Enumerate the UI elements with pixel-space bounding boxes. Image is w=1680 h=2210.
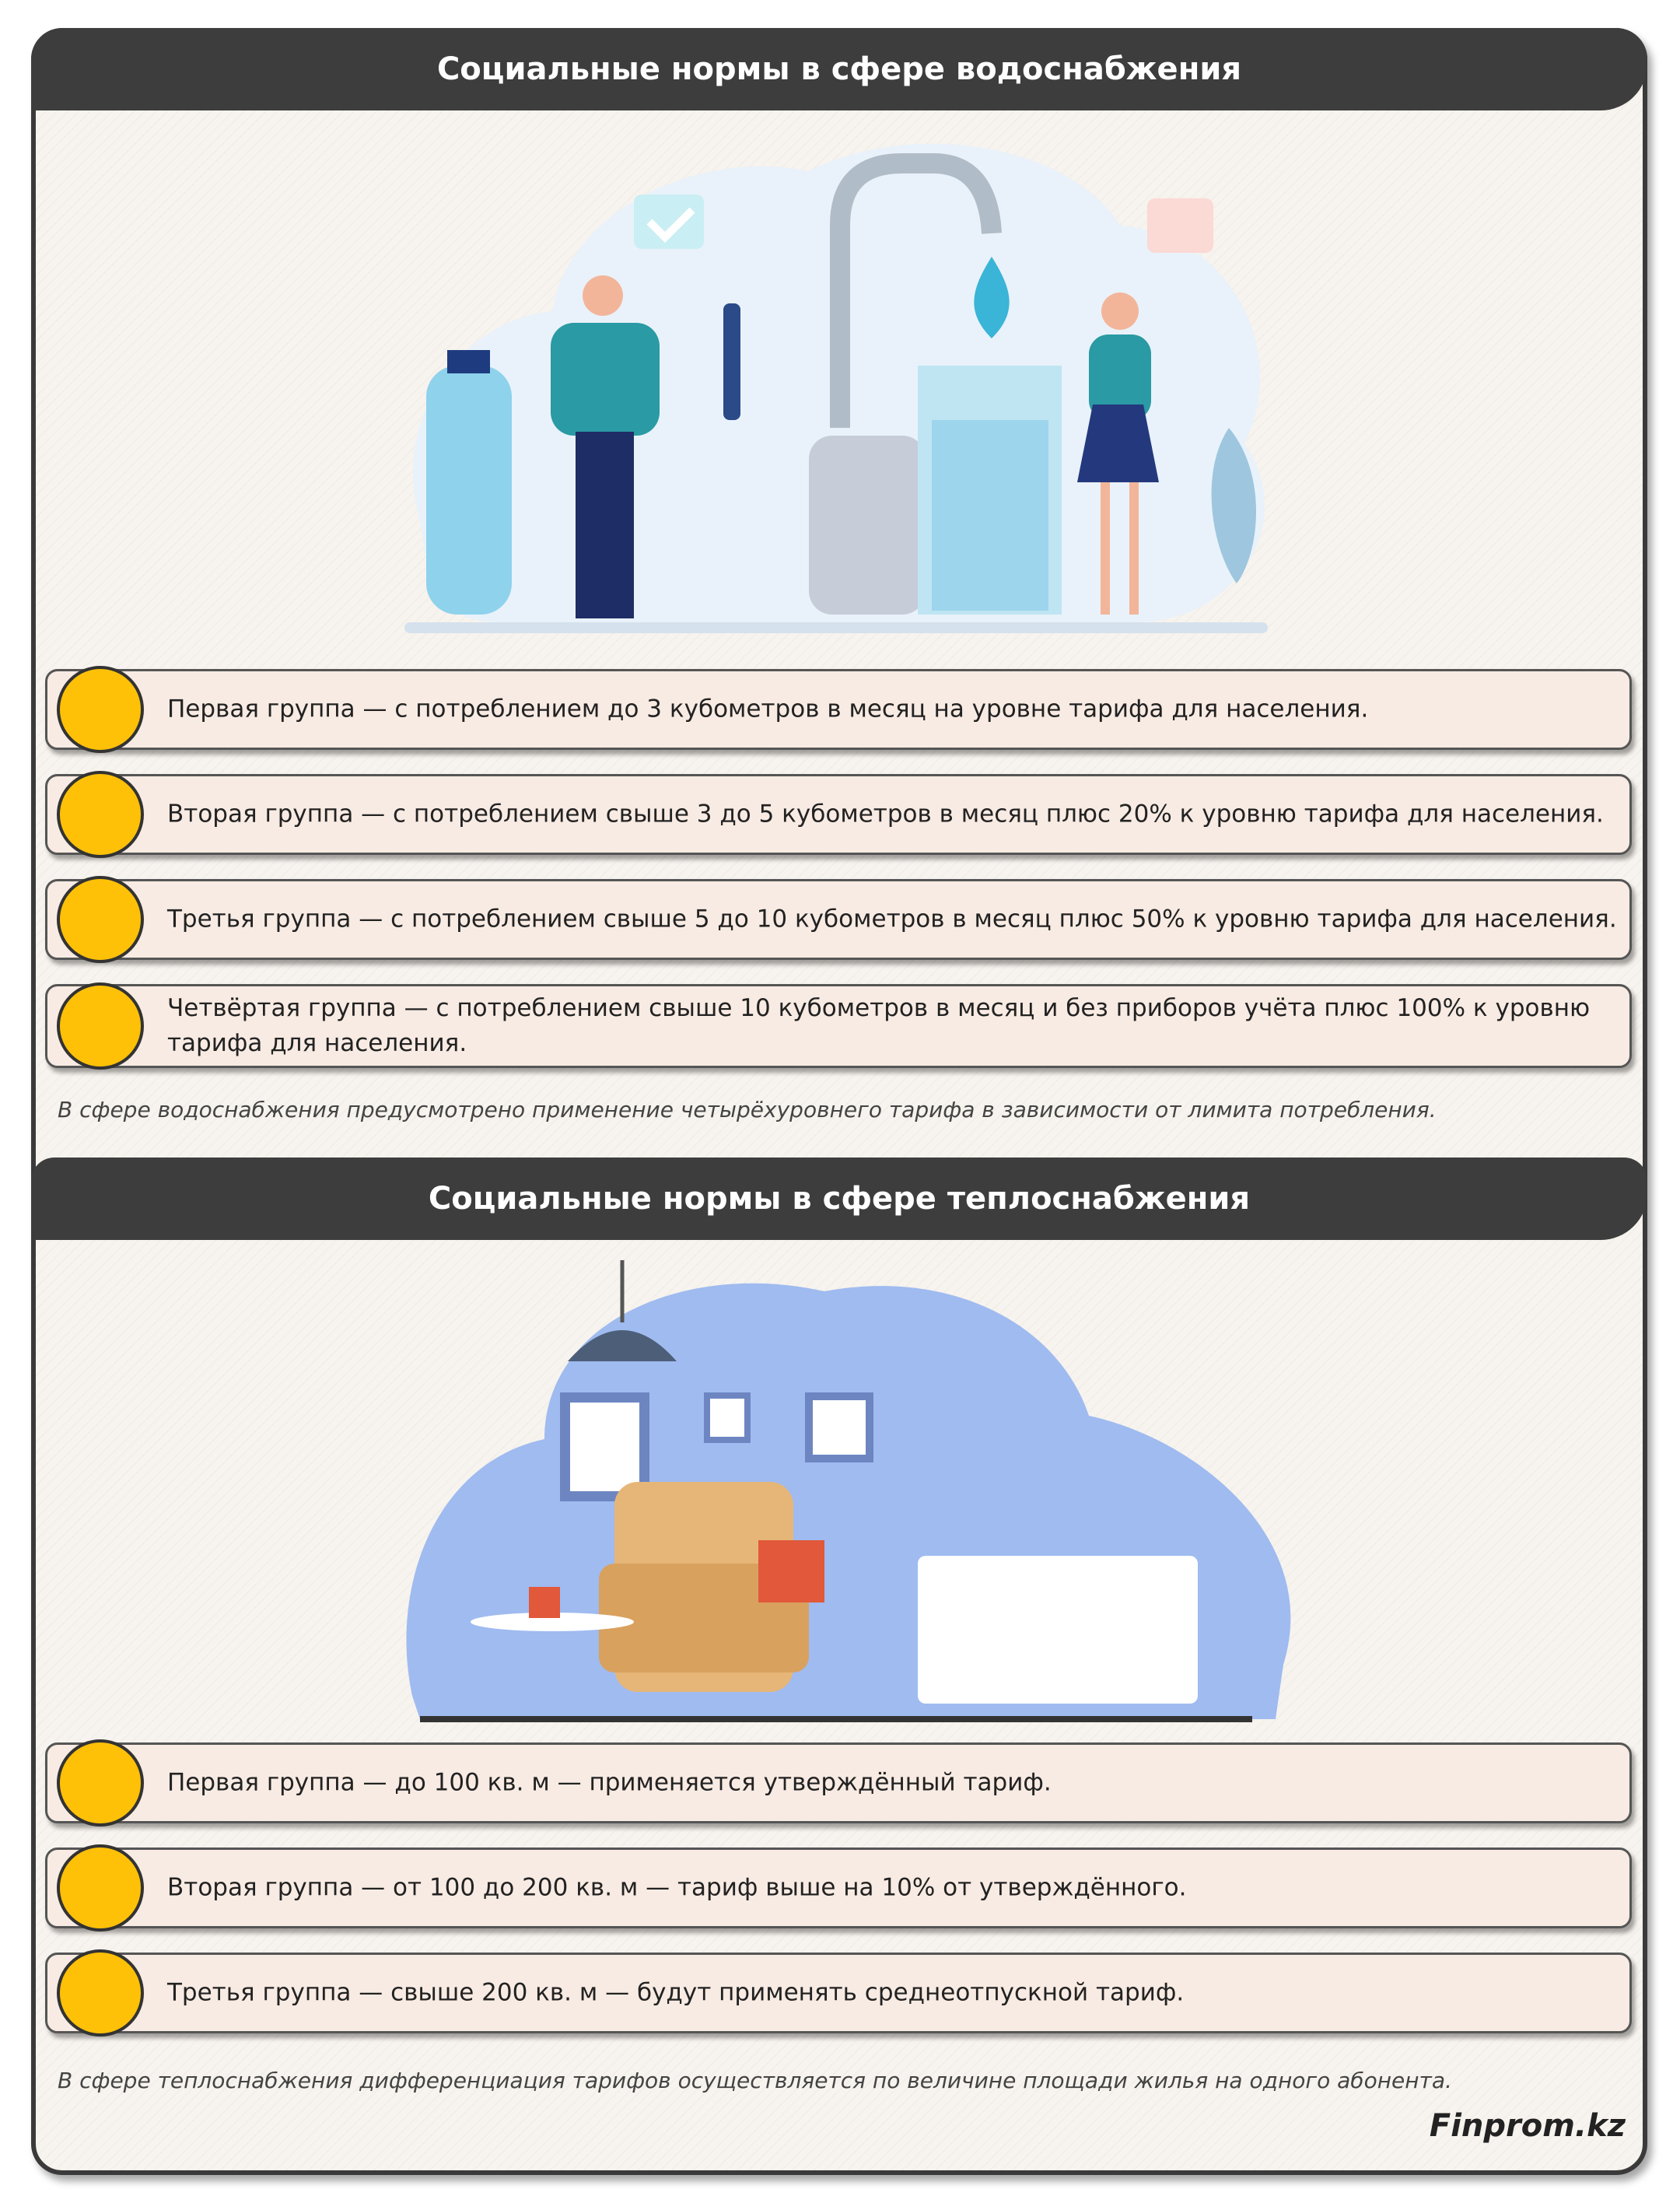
marker-circle — [57, 1949, 144, 2037]
marker-circle — [57, 876, 144, 963]
heat-note: В сфере теплоснабжения дифференциация тарифов осуществляется по величине площади жилья на одного абонента. — [58, 2068, 1452, 2093]
water-group-2-text: Вторая группа — с потреблением свыше 3 до 5 кубометров в месяц плюс 20% к уровню тарифа для населения. — [167, 800, 1604, 828]
marker-circle — [57, 1844, 144, 1932]
water-group-1-text: Первая группа — с потреблением до 3 кубометров в месяц на уровне тарифа для населения. — [167, 695, 1369, 723]
water-note: В сфере водоснабжения предусмотрено применение четырёхуровнего тарифа в зависимости от лимита потребления. — [58, 1097, 1437, 1123]
heat-group-2 — [45, 1848, 1632, 1928]
water-section-title: Социальные нормы в сфере водоснабжения — [31, 28, 1647, 110]
heat-group-3 — [45, 1953, 1632, 2033]
brand-logo[interactable]: Finprom.kz — [1429, 2108, 1626, 2144]
marker-circle — [57, 1739, 144, 1826]
water-group-2 — [45, 774, 1632, 855]
marker-circle — [57, 666, 144, 753]
marker-circle — [57, 982, 144, 1070]
water-illustration — [373, 117, 1307, 653]
water-group-3 — [45, 879, 1632, 960]
water-group-4 — [45, 984, 1632, 1068]
heat-section-title: Социальные нормы в сфере теплоснабжения — [31, 1158, 1647, 1240]
heat-group-2-text: Вторая группа — от 100 до 200 кв. м — тариф выше на 10% от утверждённого. — [167, 1873, 1187, 1902]
heat-group-3-text: Третья группа — свыше 200 кв. м — будут применять среднеотпускной тариф. — [167, 1978, 1185, 2007]
heat-illustration — [389, 1260, 1322, 1742]
heat-group-1 — [45, 1742, 1632, 1823]
water-group-4-text: Четвёртая группа — с потреблением свыше 10 кубометров в месяц и без приборов учёта плюс 100% к уровню тарифа для населения. — [167, 994, 1591, 1057]
water-group-1 — [45, 669, 1632, 750]
heat-group-1-text: Первая группа — до 100 кв. м — применяется утверждённый тариф. — [167, 1768, 1052, 1797]
water-group-3-text: Третья группа — с потреблением свыше 5 до 10 кубометров в месяц плюс 50% к уровню тарифа для населения. — [167, 905, 1617, 933]
marker-circle — [57, 771, 144, 858]
